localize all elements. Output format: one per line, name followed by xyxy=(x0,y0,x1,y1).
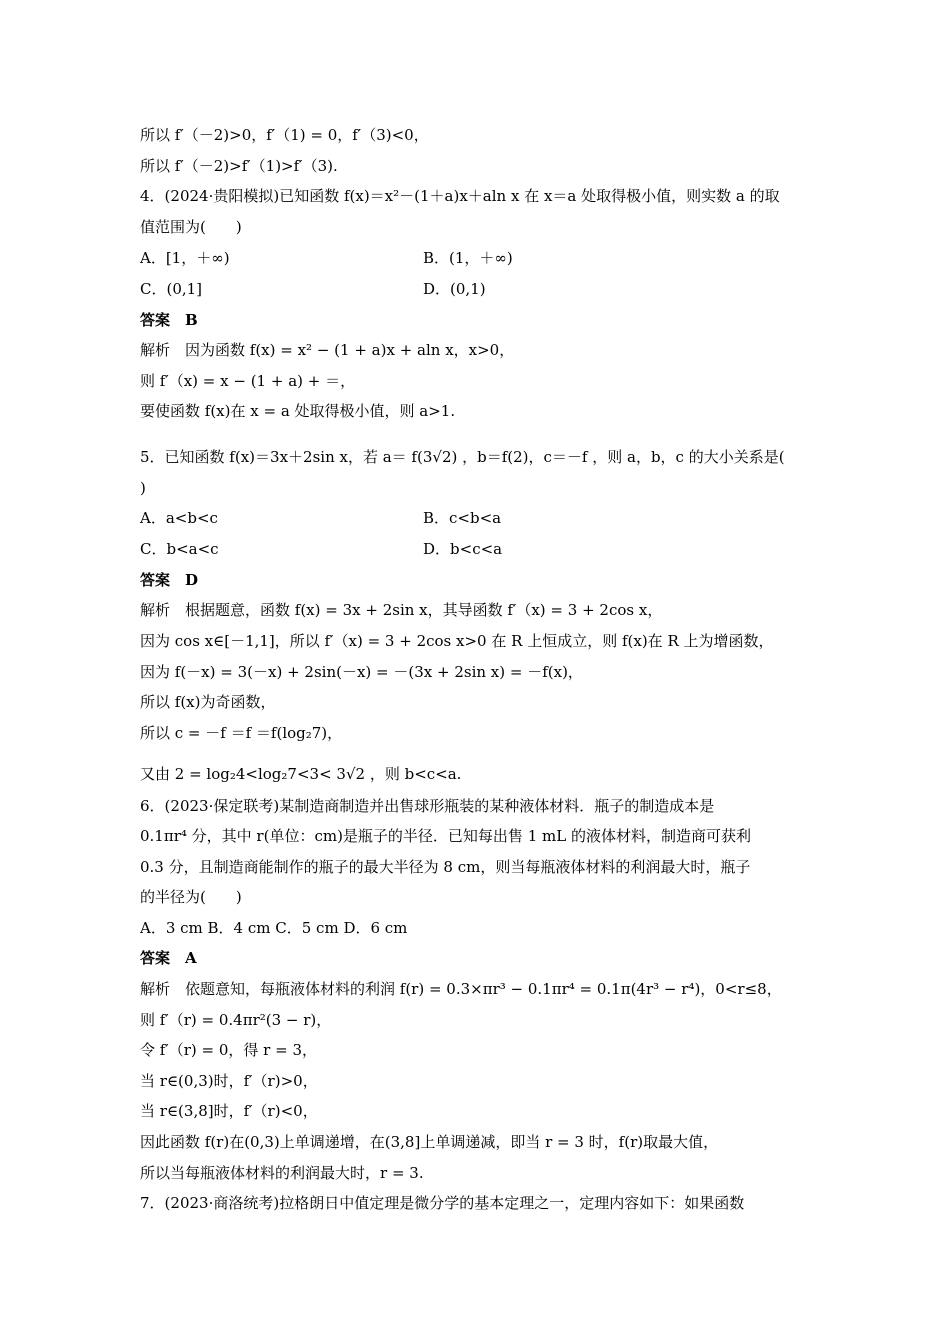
answer-label: 答案 B xyxy=(140,311,198,329)
question-5-stem: 5．已知函数 f(x)＝3x＋2sin x，若 a＝ f(3√2) ，b＝f(2)，c＝－f ，则 a，b，c 的大小关系是( xyxy=(140,448,785,466)
question-4-option-b: B．(1，＋∞) xyxy=(423,249,513,267)
question-6-stem: 6．(2023·保定联考)某制造商制造并出售球形瓶装的某种液体材料．瓶子的制造成本是 xyxy=(140,797,715,815)
analysis-line: 解析 依题意知，每瓶液体材料的利润 f(r) = 0.3×πr³ − 0.1πr⁴ = 0.1π(4r³ − r⁴)，0<r≤8， xyxy=(140,980,782,998)
question-6-stem-cont: 的半径为( ) xyxy=(140,888,242,906)
analysis-line: 当 r∈(0,3)时，f′（r)>0， xyxy=(140,1072,318,1090)
question-5-stem-cont: ) xyxy=(140,479,146,497)
analysis-line: 所以 c = －f ＝f ＝f(log₂7)， xyxy=(140,724,343,742)
analysis-line: 所以当每瓶液体材料的利润最大时，r = 3. xyxy=(140,1164,424,1182)
analysis-line: 解析 因为函数 f(x) = x² − (1 + a)x + aln x，x>0， xyxy=(140,341,515,359)
question-7-stem: 7．(2023·商洛统考)拉格朗日中值定理是微分学的基本定理之一，定理内容如下：如果函数 xyxy=(140,1194,745,1212)
analysis-line: 要使函数 f(x)在 x = a 处取得极小值，则 a>1. xyxy=(140,402,456,420)
question-5-option-b: B．c<b<a xyxy=(423,509,502,527)
analysis-line: 所以 f(x)为奇函数， xyxy=(140,693,276,711)
question-4-option-c: C．(0,1] xyxy=(140,280,203,298)
question-4-option-a: A．[1，＋∞) xyxy=(140,249,230,267)
analysis-line: 又由 2 = log₂4<log₂7<3< 3√2 ，则 b<c<a. xyxy=(140,765,462,783)
analysis-line: 当 r∈(3,8]时，f′（r)<0， xyxy=(140,1102,318,1120)
question-5-option-c: C．b<a<c xyxy=(140,540,219,558)
question-6-options: A．3 cm B．4 cm C．5 cm D．6 cm xyxy=(140,919,408,937)
analysis-line: 则 f′（r) = 0.4πr²(3 − r)， xyxy=(140,1011,332,1029)
question-6-stem-cont: 0.3 分，且制造商能制作的瓶子的最大半径为 8 cm，则当每瓶液体材料的利润最大时，瓶子 xyxy=(140,858,751,876)
question-4-stem-cont: 值范围为( ) xyxy=(140,218,242,236)
analysis-line: 解析 根据题意，函数 f(x) = 3x + 2sin x，其导函数 f′（x) = 3 + 2cos x， xyxy=(140,601,663,619)
text-line: 所以 f′（－2)>0，f′（1) = 0，f′（3)<0， xyxy=(140,126,429,144)
analysis-line: 因为 f(－x) = 3(－x) + 2sin(－x) = －(3x + 2sin x) = －f(x)， xyxy=(140,663,583,681)
text-line: 所以 f′（－2)>f′（1)>f′（3). xyxy=(140,157,338,175)
question-4-option-d: D．(0,1) xyxy=(423,280,486,298)
answer-label: 答案 D xyxy=(140,571,199,589)
question-4-stem: 4．(2024·贵阳模拟)已知函数 f(x)＝x²－(1＋a)x＋aln x 在 x＝a 处取得极小值，则实数 a 的取 xyxy=(140,187,780,205)
question-5-option-a: A．a<b<c xyxy=(140,509,218,527)
answer-label: 答案 A xyxy=(140,949,197,967)
question-6-stem-cont: 0.1πr⁴ 分，其中 r(单位：cm)是瓶子的半径．已知每出售 1 mL 的液体材料，制造商可获利 xyxy=(140,827,751,845)
analysis-line: 因此函数 f(r)在(0,3)上单调递增，在(3,8]上单调递减，即当 r = 3 时，f(r)取最大值， xyxy=(140,1133,719,1151)
analysis-line: 则 f′（x) = x − (1 + a) + ＝， xyxy=(140,372,356,390)
question-5-option-d: D．b<c<a xyxy=(423,540,503,558)
analysis-line: 因为 cos x∈[－1,1]，所以 f′（x) = 3 + 2cos x>0 在 R 上恒成立，则 f(x)在 R 上为增函数， xyxy=(140,632,774,650)
analysis-line: 令 f′（r) = 0，得 r = 3， xyxy=(140,1041,317,1059)
